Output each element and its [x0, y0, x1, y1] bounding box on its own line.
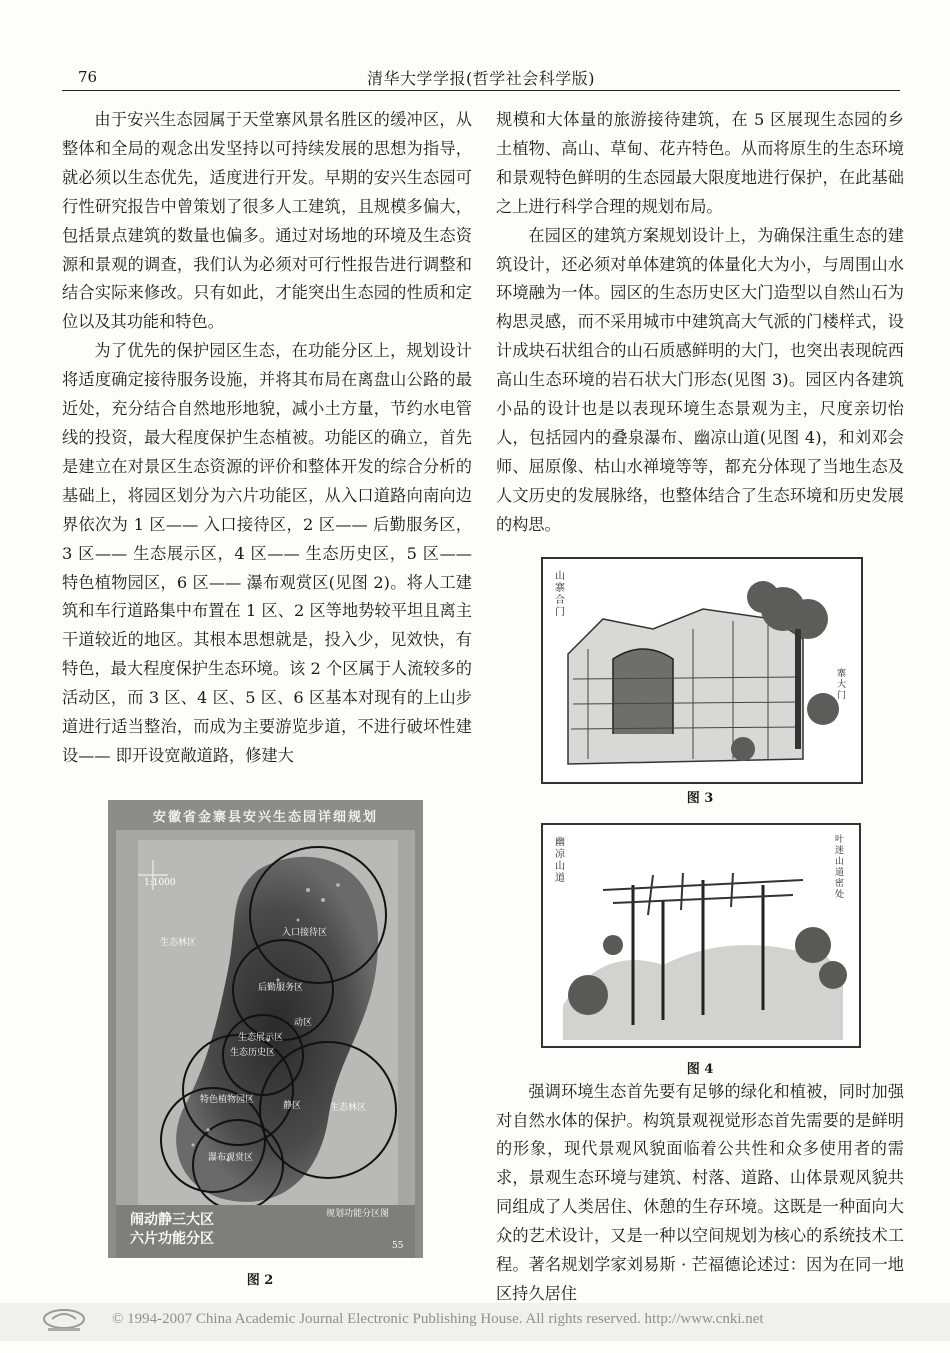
scale-label: 1:1000 — [144, 878, 176, 888]
zone-label: 动区 — [294, 1018, 313, 1028]
paragraph: 强调环境生态首先要有足够的绿化和植被，同时加强对自然水体的保护。构筑景观视觉形态首先需要的是鲜明的形象，现代景观风貌面临着公共性和众多使用者的需求，景观生态环境与建筑、村落、道路、山体景观风貌共同组成了人类居住、休憩的生存环境。这既是一种面向大众的艺术设计，又是一种以空间规划为核心的系统技术工程。著名规划学家刘易斯 · 芒福德论述过：因为在同一地区持久居住 — [496, 1081, 904, 1303]
figure-4-sign: 叶迷山道密处 — [835, 835, 845, 900]
figure-3-sign: 寨大门 — [837, 669, 847, 701]
zone-label: 入口接待区 — [282, 928, 328, 938]
figure-2-caption: 图 2 — [246, 1273, 274, 1288]
zone-label: 特色植物园区 — [200, 1095, 255, 1105]
figure-4-caption: 图 4 — [686, 1062, 714, 1077]
zone-label: 静区 — [283, 1101, 302, 1111]
zone-label: 生态历史区 — [230, 1048, 276, 1058]
publisher-logo-icon — [38, 1307, 90, 1333]
zone-label: 后勤服务区 — [258, 983, 304, 993]
figure-2-title: 安徽省金寨县安兴生态园详细规划 — [152, 810, 378, 825]
left-column — [62, 106, 472, 771]
figure-2-map — [108, 800, 423, 1258]
copyright-notice: © 1994-2007 China Academic Journal Electronic Publishing House. All rights reserved. http://www.cnki.net — [112, 1311, 764, 1327]
legend-main: 闹动静三大区 — [130, 1212, 214, 1228]
figure-4-sketch — [541, 823, 861, 1048]
paragraph: 规模和大体量的旅游接待建筑，在 5 区展现生态园的乡土植物、高山、草甸、花卉特色。从而将原生的生态环境和景观特色鲜明的生态园最大限度地进行保护，在此基础之上进行科学合理的规划布局。 — [496, 110, 904, 216]
figure-4-label: 幽凉山道 — [555, 837, 565, 884]
paragraph: 在园区的建筑方案规划设计上，为确保注重生态的建筑设计，还必须对单体建筑的体量化大为小，与周围山水环境融为一体。园区的生态历史区大门造型以自然山石为构思灵感，而不采用城市中建筑高大气派的门楼样式，设计成块石状组合的山石质感鲜明的大门，也突出表现皖西高山生态环境的岩石状大门形态(见图 3)。园区内各建筑小品的设计也是以表现环境生态景观为主，尺度亲切怡人，包括园内的叠泉瀑布、幽凉山道(见图 4)，和刘邓会师、屈原像、枯山水禅境等等，都充分体现了当地生态及人文历史的发展脉络，也整体结合了生态环境和历史发展的构思。 — [496, 225, 904, 534]
paragraph: 为了优先的保护园区生态，在功能分区上，规划设计将适度确定接待服务设施，并将其布局在离盘山公路的最近处，充分结合自然地形地貌，减小土方量，节约水电管线的投资，最大程度保护生态植被。功能区的确立，首先是建立在对景区生态资源的评价和整体开发的综合分析的基础上，将园区划分为六片功能区，从入口道路向南向边界依次为 1 区—— 入口接待区，2 区—— 后勤服务区，3 区—— 生态展示区，4 区—— 生态历史区，5 区—— 特色植物园区，6 区—— 瀑布观赏区(见图 2)。将人工建筑和车行道路集中布置在 1 区、2 区等地势较平坦且离主干道较近的地区。其根本思想就是，投入少，见效快，有特色，最大程度保护生态环境。该 2 个区属于人流较多的活动区，而 3 区、4 区、5 区、6 区基本对现有的上山步道进行适当整治，而成为主要游览步道，不进行破坏性建设—— 即开设宽敞道路，修建大 — [62, 341, 472, 765]
stone-gate-drawing — [543, 559, 861, 782]
running-header — [62, 62, 900, 91]
zoning-map-graphic — [108, 800, 423, 1258]
zone-label: 生态展示区 — [238, 1033, 284, 1043]
figure-3-sketch — [541, 557, 863, 784]
page-number: 76 — [78, 68, 98, 86]
figure-code: 55 — [392, 1241, 404, 1251]
zone-label: 生态林区 — [160, 938, 197, 948]
pergola-path-drawing — [543, 825, 859, 1046]
legend-sub: 六片功能分区 — [130, 1231, 214, 1247]
figure-3-label: 山寨合门 — [555, 571, 565, 618]
figure-3-caption: 图 3 — [686, 791, 714, 806]
legend-right: 规划功能分区图 — [326, 1209, 390, 1219]
journal-title: 清华大学学报(哲学社会科学版) — [367, 69, 595, 88]
zone-label: 生态林区 — [330, 1103, 367, 1113]
paragraph: 由于安兴生态园属于天堂寨风景名胜区的缓冲区，从整体和全局的观念出发坚持以可持续发展的思想为指导，就必须以生态优先，适度进行开发。早期的安兴生态园可行性研究报告中曾策划了很多人工建筑，且规模多偏大，包括景点建筑的数量也偏多。通过对场地的环境及生态资源和景观的调查，我们认为必须对可行性报告进行调整和结合实际来修改。只有如此，才能突出生态园的性质和定位以及其功能和特色。 — [62, 110, 472, 332]
zone-label: 瀑布观赏区 — [208, 1153, 254, 1163]
